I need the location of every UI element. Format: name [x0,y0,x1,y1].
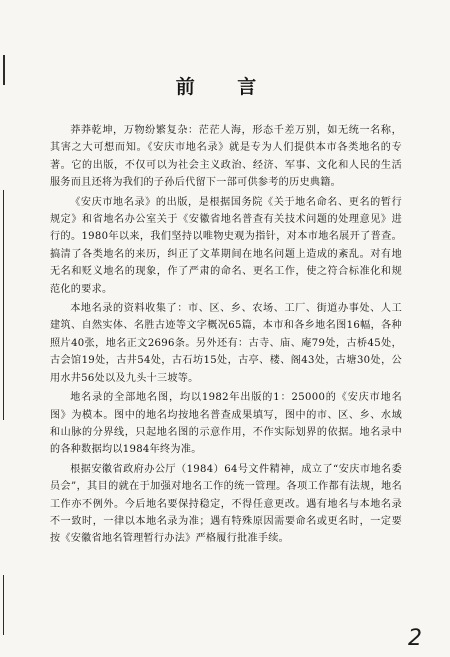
paragraph: 根据安徽省政府办公厅（1984）64号文件精神，成立了“安庆市地名委员会”，其目的就在于加强对地名工作的统一管理。各项工作都有法规，地名工作亦不例外。今后地名要保持稳定，不得任意更改。遇有地名与本地名录不一致时，一律以本地名录为准；遇有特殊原因需要命名或更名时，一定要按《安徽省地名管理暂行办法》严格履行批准手续。 [50,463,402,545]
body-text [50,122,402,550]
page-number: 2 [408,626,422,651]
paragraph: 《安庆市地名录》的出版，是根据国务院《关于地名命名、更名的暂行规定》和省地名办公室关于《安徽省地名普查有关技术问题的处理意见》进行的。1980年以来，我们坚持以唯物史观为指针，对本市地名展开了普查。搞清了各类地名的来历，纠正了文革期间在地名问题上造成的紊乱。对有地无名和贬义地名的现象，作了严肃的命名、更名工作，使之符合标准化和规范化的要求。 [50,196,402,295]
page-title: 前 言 [175,76,275,98]
binding-mark [3,575,4,635]
paragraph: 地名录的全部地名图，均以1982年出版的1：25000的《安庆市地名图》为模本。图中的地名均按地名普查成果填写，图中的市、区、乡、水域和山脉的分界线，只起地名图的示意作用，不作实际划界的依据。地名录中的各种数据均以1984年终为准。 [50,392,402,456]
paragraph: 莽莽乾坤，万物纷繁复杂：茫茫人海，形态千差万别，如无统一名称，其害之大可想而知。《安庆市地名录》就是专为人们提供本市各类地名的专著。它的出版，不仅可以为社会主义政治、经济、军事、文化和人民的生活服务而且还将为我们的子孙后代留下一部可供参考的历史典籍。 [50,125,402,189]
paragraph: 本地名录的资料收集了：市、区、乡、农场、工厂、街道办事处、人工建筑、自然实体、名胜古迹等文字概况65篇，本市和各乡地名图16幅，各种照片40张，地名正文2696条。另外还有：古寺、庙、庵79处，古桥45处，古会馆19处，古井54处，古石坊15处，古亭、楼、阁43处，古塘30处，公用水井56处以及九头十三坡等。 [50,303,402,384]
binding-mark [3,190,4,420]
